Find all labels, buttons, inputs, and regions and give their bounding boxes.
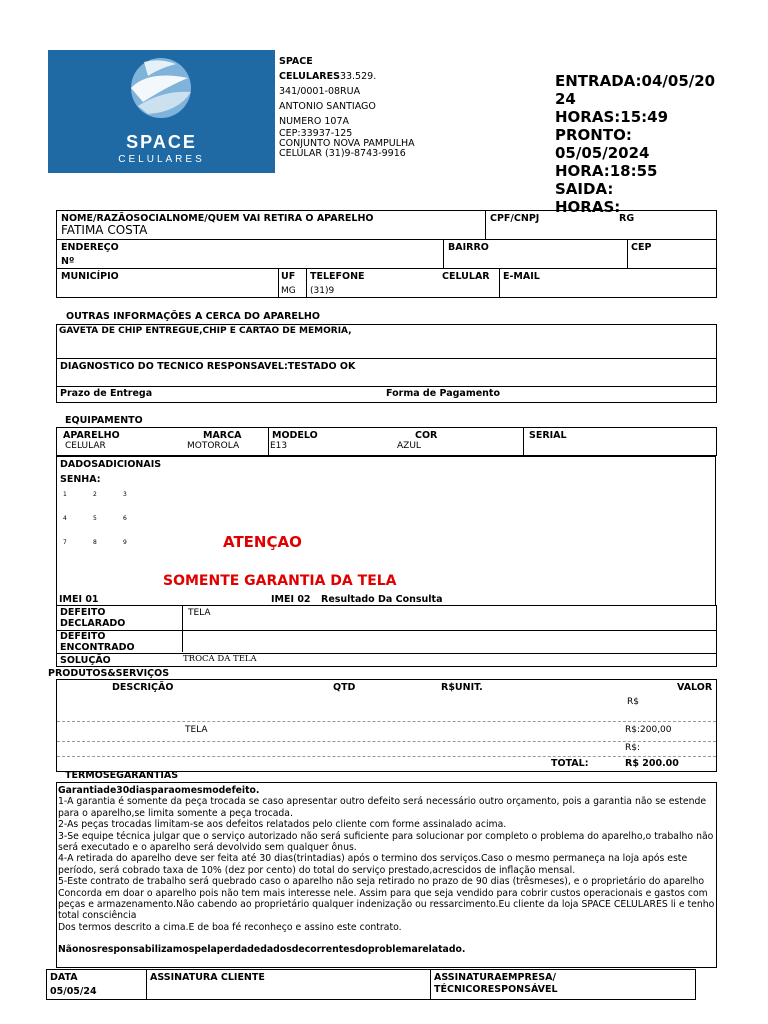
entry-line-8: HORAS: <box>555 198 621 216</box>
signature-box <box>46 969 696 1000</box>
company-line-2b: 33.529. <box>339 71 377 82</box>
pattern-dot-9: 9 <box>123 539 127 546</box>
term-2: 2-As peças trocadas limitam-se aos defeitos relatados pelo cliente com forme assinalado acima. <box>58 819 507 831</box>
attention-text: ATENÇAO <box>223 533 302 551</box>
pattern-dot-7: 7 <box>63 539 67 546</box>
company-line-6: CEP:33937-125 <box>279 128 353 139</box>
pattern-dot-3: 3 <box>123 491 127 498</box>
date-value[interactable]: 05/05/24 <box>50 986 97 997</box>
pattern-dot-8: 8 <box>93 539 97 546</box>
cpf-label: CPF/CNPJ <box>490 213 540 224</box>
client-name-value[interactable]: FATIMA COSTA <box>61 223 148 237</box>
declared-defect-label-2: DECLARADO <box>60 618 126 629</box>
imei1-label: IMEI 01 <box>59 594 99 605</box>
entry-line-1: ENTRADA:04/05/20 <box>555 72 716 90</box>
entry-line-7: SAIDA: <box>555 180 614 198</box>
company-signature-label-1: ASSINATURAEMPRESA/ <box>434 972 556 983</box>
terms-text <box>58 785 718 956</box>
color-value[interactable]: AZUL <box>397 441 421 451</box>
logo-text-secondary: CELULARES <box>118 154 205 165</box>
unit-price-header: R$UNIT. <box>441 682 483 693</box>
phone-label: TELEFONE <box>310 271 365 282</box>
cep-label: CEP <box>631 242 652 253</box>
other-info-title: OUTRAS INFORMAÇÕES A CERCA DO APARELHO <box>66 311 320 322</box>
pattern-dot-2: 2 <box>93 491 97 498</box>
client-signature-label: ASSINATURA CLIENTE <box>150 972 265 983</box>
declared-defect-value[interactable]: TELA <box>188 608 211 618</box>
device-value[interactable]: CELULAR <box>65 441 106 451</box>
term-6: Concorda em doar o aparelho pois não tem mais interesse nele. Assim para que seja vendido para cobrir custos operacionais e gastos com peças e armazenamento.Não cabendo ao proprietário qualquer indenização ou ressarcimento.Eu cliente da loja SPACE CELULARES li e tenho total consciência <box>58 887 715 922</box>
term-4: 4-A retirada do aparelho deve ser feita até 30 dias(trintadias) após o termino dos serviços.Caso o mesmo permaneça na loja após este período, será cobrado taxa de 10% (dez por cento) do total do serviço prestado,acrescidos de inflação mensal. <box>58 853 688 876</box>
quantity-header: QTD <box>333 682 356 693</box>
term-5: 5-Este contrato de trabalho será quebrado caso o aparelho não seja retirado no prazo de 90 dias (trêsmeses), e o proprietário do aparelho <box>58 876 705 888</box>
district-label: BAIRRO <box>448 242 489 253</box>
client-box <box>56 210 717 298</box>
pattern-dot-4: 4 <box>63 515 67 522</box>
address-label: ENDEREÇO <box>61 242 119 253</box>
solution-value[interactable]: TROCA DA TELA <box>183 654 257 664</box>
other-info-box <box>56 324 717 403</box>
color-label: COR <box>415 430 438 441</box>
model-value[interactable]: E13 <box>270 441 288 451</box>
row2-description: TELA <box>185 725 208 735</box>
result-label: Resultado Da Consulta <box>321 594 443 605</box>
additional-data-title: DADOSADICIONAIS <box>60 459 162 470</box>
entry-line-3: HORAS:15:49 <box>555 108 669 126</box>
entry-line-6: HORA:18:55 <box>555 162 658 180</box>
uf-value[interactable]: MG <box>281 286 296 296</box>
logo-text-primary: SPACE <box>126 132 197 152</box>
term-7: Dos termos descrito a cima.E de boa fé reconheço e assino este contrato. <box>58 921 402 933</box>
value-header: VALOR <box>677 682 713 693</box>
entry-line-4: PRONTO: <box>555 126 632 144</box>
city-label: MUNICÍPIO <box>61 271 119 282</box>
entry-info <box>555 72 735 216</box>
company-line-1: SPACE <box>279 56 313 67</box>
declared-defect-label-1: DEFEITO <box>60 607 106 618</box>
row3-value: R$: <box>625 743 641 753</box>
cell-label: CELULAR <box>442 271 490 282</box>
total-label: TOTAL: <box>551 758 589 769</box>
equipment-box <box>56 427 717 456</box>
terms-title: TERMOSEGARANTIAS <box>65 770 179 781</box>
deadline-label: Prazo de Entrega <box>60 388 153 399</box>
company-line-7: CONJUNTO NOVA PAMPULHA <box>279 138 415 149</box>
model-label: MODELO <box>272 430 318 441</box>
technician-diagnosis: DIAGNOSTICO DO TECNICO RESPONSAVEL:TESTADO OK <box>60 361 356 372</box>
equipment-title: EQUIPAMENTO <box>65 415 143 426</box>
company-logo <box>48 50 275 173</box>
imei2-label: IMEI 02 <box>271 594 311 605</box>
client-name-label: NOME/RAZÃOSOCIALNOME/QUEM VAI RETIRA O APARELHO <box>61 213 374 224</box>
term-3: 3-Se equipe técnica julgar que o serviço autorizado não será suficiente para solucionar por completo o problema do aparelho,o trabalho não será executado e o aparelho será devolvido sem qualquer ônus. <box>58 830 714 854</box>
company-info <box>279 54 429 159</box>
entry-line-5: 05/05/2024 <box>555 144 650 162</box>
company-line-5: NUMERO 107A <box>279 116 349 127</box>
total-value: R$ 200.00 <box>625 758 679 769</box>
terms-footer: Nãonosresponsabilizamospelaperdadedadosdecorrentesdoproblemarelatado. <box>58 944 466 956</box>
email-label: E-MAIL <box>503 271 540 282</box>
phone-value[interactable]: (31)9 <box>310 286 335 296</box>
solution-label: SOLUÇÃO <box>60 655 111 666</box>
rg-label: RG <box>619 213 635 224</box>
company-signature-label-2: TÉCNICORESPONSÁVEL <box>434 984 558 995</box>
additional-data-box <box>56 456 716 606</box>
row2-value: R$:200,00 <box>625 725 672 735</box>
term-1: 1-A garantia é somente da peça trocada se caso apresentar outro defeito será necessário outro orçamento, pois a garantia não se estende para o aparelho,se limita somente a peça trocada. <box>58 796 707 819</box>
password-label: SENHA: <box>60 474 101 485</box>
description-header: DESCRIÇÃO <box>112 682 174 693</box>
pattern-dot-5: 5 <box>93 515 97 522</box>
found-defect-label-2: ENCONTRADO <box>60 642 135 653</box>
serial-label: SERIAL <box>529 430 567 441</box>
products-box <box>56 679 717 772</box>
other-info-line: GAVETA DE CHIP ENTREGUE,CHIP E CARTAO DE MEMORIA, <box>59 326 352 336</box>
number-label: Nº <box>61 256 75 267</box>
found-defect-label-1: DEFEITO <box>60 631 106 642</box>
company-line-4: ANTONIO SANTIAGO <box>279 101 376 112</box>
products-title: PRODUTOS&SERVIÇOS <box>48 668 170 679</box>
pattern-dot-6: 6 <box>123 515 127 522</box>
payment-label: Forma de Pagamento <box>386 388 500 399</box>
terms-heading: Garantiade30diasparaomesmodefeito. <box>58 785 260 796</box>
row1-value: R$ <box>627 697 639 707</box>
uf-label: UF <box>281 271 296 282</box>
brand-label: MARCA <box>203 430 242 441</box>
company-line-2a: CELULARES <box>279 71 340 82</box>
company-line-3: 341/0001-08RUA <box>279 86 361 97</box>
company-line-8: CELULAR (31)9-8743-9916 <box>279 148 406 159</box>
warranty-notice: SOMENTE GARANTIA DA TELA <box>163 573 397 589</box>
pattern-dot-1: 1 <box>63 491 67 498</box>
entry-line-2: 24 <box>555 90 576 108</box>
brand-value[interactable]: MOTOROLA <box>187 441 240 451</box>
device-label: APARELHO <box>63 430 120 441</box>
defects-box <box>56 605 717 667</box>
date-label: DATA <box>50 972 78 983</box>
